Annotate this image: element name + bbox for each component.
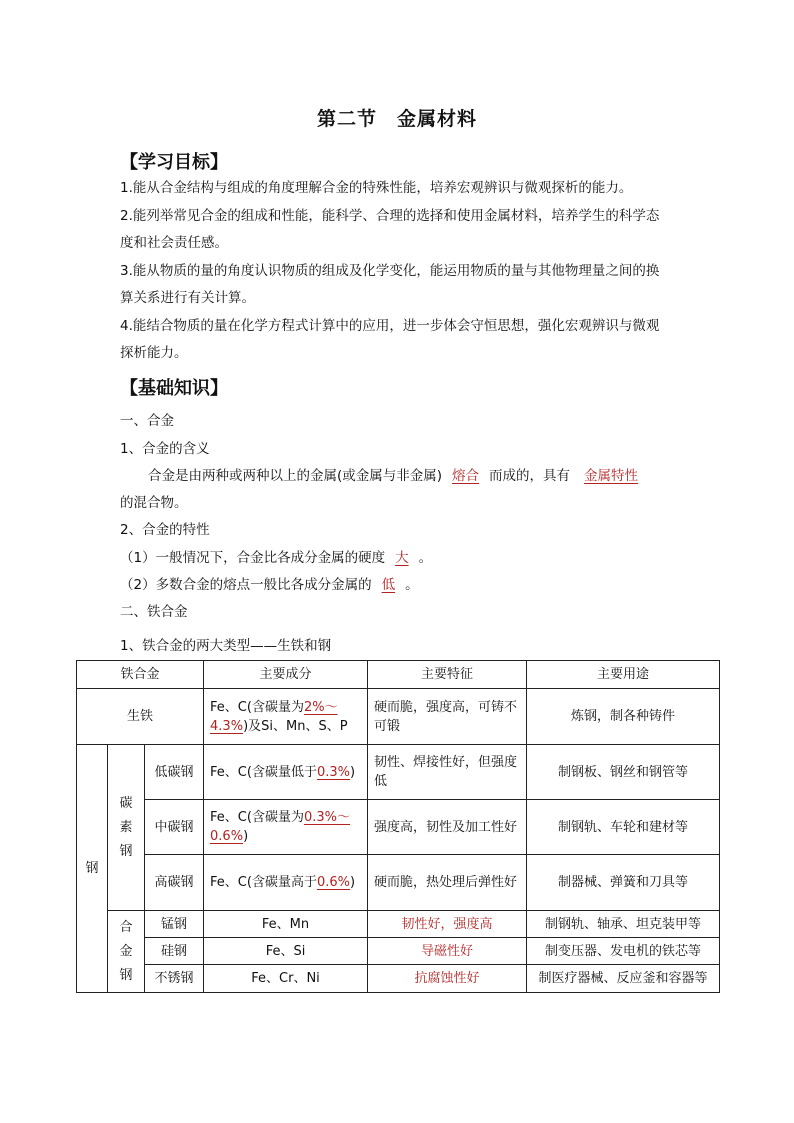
- goal-line-5: 算关系进行有关计算。: [120, 290, 255, 306]
- goal-line-2: 2.能列举常见合金的组成和性能，能科学、合理的选择和使用金属材料，培养学生的科学态: [120, 208, 660, 224]
- si-steel-composition: Fe、Si: [204, 938, 368, 965]
- steel-label: 钢: [77, 745, 108, 993]
- stainless-steel-label: 不锈钢: [145, 965, 204, 993]
- carbon-steel-label: 碳素钢: [108, 745, 145, 911]
- goal-line-3: 度和社会责任感。: [120, 235, 228, 251]
- low-carbon-use: 制钢板、钢丝和钢管等: [527, 745, 720, 800]
- header-use: 主要用途: [527, 661, 720, 689]
- header-iron-alloy: 铁合金: [77, 661, 204, 689]
- blank-melting-point: 低: [381, 577, 396, 593]
- stainless-steel-composition: Fe、Cr、Ni: [204, 965, 368, 993]
- pig-iron-use: 炼钢，制各种铸件: [527, 689, 720, 745]
- mid-carbon-feature: 强度高，韧性及加工性好: [368, 800, 527, 855]
- mn-steel-composition: Fe、Mn: [204, 911, 368, 938]
- high-carbon-use: 制器械、弹簧和刀具等: [527, 855, 720, 911]
- blank-metal-property: 金属特性: [584, 468, 639, 484]
- table-row: [77, 911, 720, 938]
- goal-line-1: 1.能从合金结构与组成的角度理解合金的特殊性能，培养宏观辨识与微观探析的能力。: [120, 180, 633, 196]
- learning-goals-heading: 【学习目标】: [120, 152, 228, 173]
- mn-steel-feature: 韧性好，强度高: [368, 911, 527, 938]
- low-carbon-feature: 韧性、焊接性好，但强度低: [368, 745, 527, 800]
- si-steel-feature: 导磁性好: [368, 938, 527, 965]
- table-row: [77, 938, 720, 965]
- goal-line-4: 3.能从物质的量的角度认识物质的组成及化学变化，能运用物质的量与其他物理量之间的换: [120, 263, 660, 279]
- section-iron-alloy: 二、铁合金: [120, 604, 188, 620]
- page-title: 第二节 金属材料: [316, 108, 477, 130]
- property-hardness: （1）一般情况下，合金比各成分金属的硬度 大 。: [120, 550, 433, 566]
- mid-carbon-label: 中碳钢: [145, 800, 204, 855]
- alloy-definition-end: 的混合物。: [120, 495, 188, 511]
- table-row: [77, 855, 720, 911]
- table-row: [77, 965, 720, 993]
- mid-carbon-composition: Fe、C(含碳量为0.3%～0.6%): [204, 800, 368, 855]
- table-row: [77, 800, 720, 855]
- header-feature: 主要特征: [368, 661, 527, 689]
- goal-line-7: 探析能力。: [120, 345, 188, 361]
- table-row: [77, 689, 720, 745]
- pig-iron-label: 生铁: [77, 689, 204, 745]
- alloy-meaning-heading: 1、合金的含义: [120, 441, 210, 457]
- high-carbon-label: 高碳钢: [145, 855, 204, 911]
- pig-iron-composition: Fe、C(含碳量为2%～4.3%)及Si、Mn、S、P: [204, 689, 368, 745]
- iron-alloy-types-heading: 1、铁合金的两大类型——生铁和钢: [120, 638, 332, 654]
- high-carbon-composition: Fe、C(含碳量高于0.6%): [204, 855, 368, 911]
- section-alloy: 一、合金: [120, 413, 174, 429]
- goal-line-6: 4.能结合物质的量在化学方程式计算中的应用，进一步体会守恒思想，强化宏观辨识与微观: [120, 318, 660, 334]
- blank-fusion: 熔合: [452, 468, 480, 484]
- table-row: [77, 745, 720, 800]
- alloy-property-heading: 2、合金的特性: [120, 522, 210, 538]
- si-steel-use: 制变压器、发电机的铁芯等: [527, 938, 720, 965]
- table-header-row: [77, 661, 720, 689]
- pig-iron-feature: 硬而脆，强度高，可铸不可锻: [368, 689, 527, 745]
- high-carbon-feature: 硬而脆，热处理后弹性好: [368, 855, 527, 911]
- low-carbon-composition: Fe、C(含碳量低于0.3%): [204, 745, 368, 800]
- alloy-definition: 合金是由两种或两种以上的金属(或金属与非金属) 熔合 而成的，具有 金属特性: [148, 466, 642, 486]
- blank-hardness: 大: [395, 550, 409, 566]
- low-carbon-label: 低碳钢: [145, 745, 204, 800]
- property-melting-point: （2）多数合金的熔点一般比各成分金属的 低 。: [120, 577, 419, 593]
- mid-carbon-use: 制钢轨、车轮和建材等: [527, 800, 720, 855]
- si-steel-label: 硅钢: [145, 938, 204, 965]
- stainless-steel-use: 制医疗器械、反应釜和容器等: [527, 965, 720, 993]
- basic-knowledge-heading: 【基础知识】: [120, 378, 228, 399]
- header-composition: 主要成分: [204, 661, 368, 689]
- mn-steel-use: 制钢轨、轴承、坦克装甲等: [527, 911, 720, 938]
- alloy-steel-label: 合金钢: [108, 911, 145, 993]
- mn-steel-label: 锰钢: [145, 911, 204, 938]
- iron-alloy-table: [76, 660, 720, 993]
- stainless-steel-feature: 抗腐蚀性好: [368, 965, 527, 993]
